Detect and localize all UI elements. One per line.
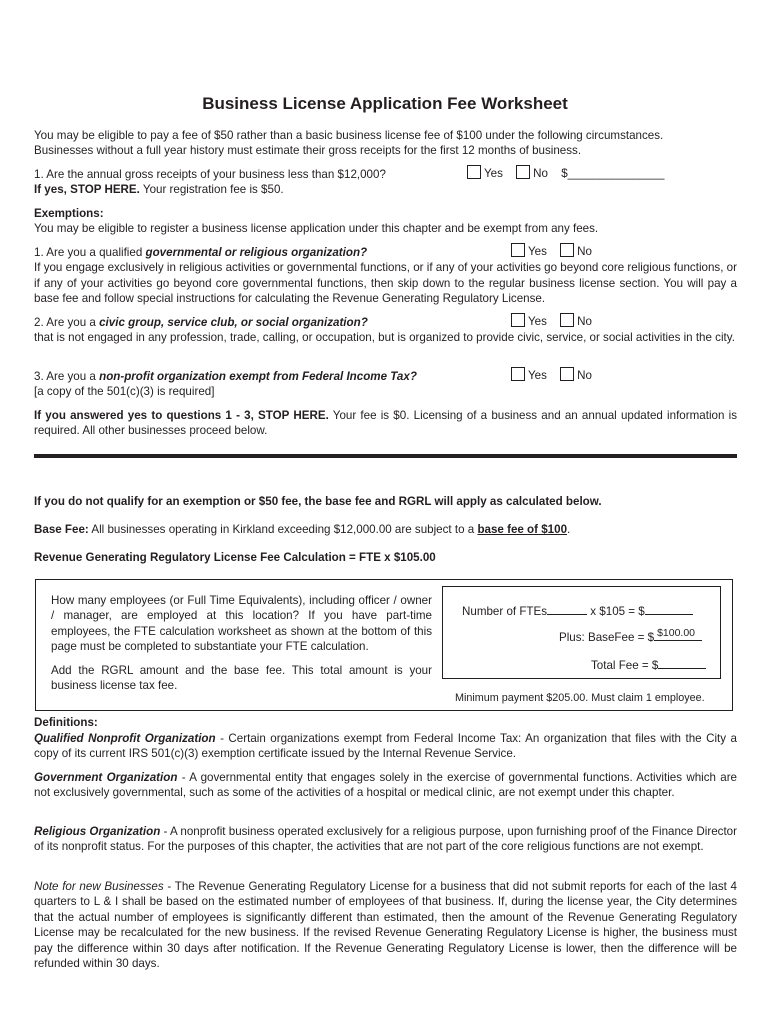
q2-no-label: No — [577, 315, 592, 328]
receipts-stop-bold: If yes, STOP HERE. — [34, 183, 140, 197]
fte-row — [462, 604, 693, 619]
fte-times-label: x $105 = $ — [590, 605, 645, 618]
q1-no-checkbox[interactable] — [560, 243, 574, 257]
note-text: - The Revenue Generating Regulatory License for a business that did not submit reports for each of the last 4 quarters to L & I shall be based on the estimated number of employees of that business. If, during the license year, the City determines that the actual number of employees is significantly different than estimated, then the amount of the Revenue Generating Regulatory License may be recalculated for the new business. If the revised Revenue Generating Regulatory License is higher, the business must pay the difference within 30 days after notification. If the Revenue Generating Regulatory License is lower, then the difference will be refunded within 30 days. — [34, 880, 737, 971]
exemption-q1-answer — [511, 243, 602, 259]
calc-instructions-text: How many employees (or Full Time Equivalents), including officer / owner / manager, are employed at this location? If you have part-time employees, the FTE calculation worksheet as shown at the bottom of this page must be completed to substantiate your FTE calculation. — [51, 594, 432, 654]
definition-1-text: - Certain organizations exempt from Federal Income Tax: An organization that files with the City a copy of its current IRS 501(c)(3) exemption certificate issued by the Internal Revenue Service. — [34, 732, 737, 761]
exemptions-stop-bold: If you answered yes to questions 1 - 3, STOP HERE. — [34, 409, 329, 422]
exemptions-stop-note — [34, 408, 737, 439]
base-fee-label: Base Fee: — [34, 523, 89, 536]
exemption-q2-block — [34, 315, 737, 346]
q2-yes-checkbox[interactable] — [511, 313, 525, 327]
receipts-stop-rest: Your registration fee is $50. — [139, 183, 284, 197]
exemption-q3-prefix: 3. Are you a — [34, 370, 100, 383]
q1-yes-checkbox[interactable] — [511, 243, 525, 257]
calc-add-text: Add the RGRL amount and the base fee. This total amount is your business license tax fee. — [51, 663, 432, 693]
exemption-q3-answer — [511, 367, 602, 383]
calc-base-field — [654, 627, 702, 641]
base-fee-amount: base fee of $100 — [477, 523, 568, 536]
q3-no-label: No — [577, 369, 592, 382]
exemption-q1-emph: governmental or religious organization? — [145, 246, 368, 259]
exemption-q3-question — [34, 369, 737, 384]
exemption-q3-block — [34, 369, 737, 400]
total-fee-label: Total Fee = $ — [591, 659, 659, 672]
calc-base-label: Plus: BaseFee = $ — [559, 631, 655, 644]
exemption-q2-detail: that is not engaged in any profession, trade, calling, or occupation, but is organized to provide civic, service, or social activities in the city. — [34, 331, 735, 345]
intro-line-2: Businesses without a full year history must estimate their gross receipts for the first 12 months of business. — [34, 144, 582, 158]
exemption-q3-detail: [a copy of the 501(c)(3) is required] — [34, 385, 215, 399]
section-divider — [34, 454, 737, 458]
exemption-q3-emph: non-profit organization exempt from Federal Income Tax? — [99, 370, 417, 383]
exemption-q1-block — [34, 245, 737, 307]
definition-2-term: Government Organization — [34, 771, 178, 784]
calc-instructions — [51, 593, 432, 693]
definition-government-organization — [34, 770, 737, 801]
calc-base-value: $100.00 — [657, 627, 696, 639]
receipts-yes-label: Yes — [484, 167, 503, 180]
minimum-payment-note: Minimum payment $205.00. Must claim 1 employee. — [455, 692, 705, 704]
definition-religious-organization — [34, 824, 737, 855]
base-fee-line — [34, 522, 737, 537]
definition-3-text: - A nonprofit business operated exclusively for a religious purpose, upon furnishing proof of the Finance Director of its nonprofit status. For the purposes of this chapter, the activities that are not part of the core religious functions are not exempt. — [34, 825, 737, 854]
q1-yes-label: Yes — [528, 245, 547, 258]
q3-yes-label: Yes — [528, 369, 547, 382]
note-term: Note for new Businesses — [34, 880, 164, 893]
receipts-no-label: No — [533, 167, 548, 180]
note-new-businesses — [34, 879, 737, 971]
exemptions-intro: You may be eligible to register a business license application under this chapter and be exempt from any fees. — [34, 222, 599, 236]
definition-3-term: Religious Organization — [34, 825, 161, 838]
q2-no-checkbox[interactable] — [560, 313, 574, 327]
page-title: Business License Application Fee Worksheet — [202, 94, 568, 113]
receipts-no-checkbox[interactable] — [516, 165, 530, 179]
q3-no-checkbox[interactable] — [560, 367, 574, 381]
fte-count-field[interactable] — [547, 604, 587, 615]
exemption-q2-answer — [511, 313, 602, 329]
q3-yes-checkbox[interactable] — [511, 367, 525, 381]
exemption-q2-prefix: 2. Are you a — [34, 316, 100, 329]
definition-2-text: - A governmental entity that engages solely in the exercise of governmental functions. Activities which are not exclusively governmental, such as some of the activities of a hospital or medical clinic, are not exempt under this chapter. — [34, 771, 738, 800]
fee-calculation-box — [35, 579, 733, 711]
exemptions-stop-rest: Your fee is $0. Licensing of a business and an annual updated information is required. All other businesses proceed below. — [34, 409, 737, 438]
exemption-q1-prefix: 1. Are you a qualified — [34, 246, 146, 259]
base-fee-row — [559, 627, 702, 645]
definitions-heading: Definitions: — [34, 716, 98, 729]
exemptions-heading: Exemptions: — [34, 207, 104, 220]
intro-line-1: You may be eligible to pay a fee of $50 rather than a basic business license fee of $100 under the following circumstances. — [34, 129, 664, 142]
exemption-q2-emph: civic group, service club, or social organization? — [99, 316, 368, 329]
receipts-yes-checkbox[interactable] — [467, 165, 481, 179]
exemption-q1-question — [34, 245, 737, 260]
rgrl-amount-field[interactable] — [645, 604, 693, 615]
calc-fields-box — [442, 586, 721, 679]
receipts-stop-note — [34, 182, 737, 197]
rgrl-formula-line: Revenue Generating Regulatory License Fee Calculation = FTE x $105.00 — [34, 551, 436, 564]
definition-1-term: Qualified Nonprofit Organization — [34, 732, 216, 745]
exemption-q2-question — [34, 315, 737, 330]
base-fee-text: All businesses operating in Kirkland exceeding $12,000.00 are subject to a — [88, 523, 478, 536]
total-fee-row — [591, 658, 706, 673]
q1-no-label: No — [577, 245, 592, 258]
intro-text — [34, 128, 737, 159]
definition-qualified-nonprofit — [34, 731, 737, 762]
receipts-question: 1. Are the annual gross receipts of your business less than $12,000? — [34, 168, 386, 181]
q2-yes-label: Yes — [528, 315, 547, 328]
fte-label: Number of FTEs — [462, 605, 548, 618]
receipts-dollar-sign: $ — [561, 167, 568, 180]
exemptions-header-block — [34, 206, 737, 237]
exemption-q1-detail: If you engage exclusively in religious activities or governmental functions, or if any of your activities go beyond core religious functions, or if any of your activities go beyond core governmental functions, then skip down to the regular business license section. You will pay a base fee and follow special instructions for calculating the Revenue Generating Regulatory License. — [34, 261, 737, 306]
receipts-answer — [467, 165, 664, 181]
receipts-amount-field[interactable]: _______________ — [567, 167, 665, 180]
base-fee-end: . — [567, 523, 571, 536]
total-fee-field[interactable] — [658, 658, 706, 669]
qualify-line: If you do not qualify for an exemption or $50 fee, the base fee and RGRL will apply as calculated below. — [34, 495, 602, 508]
